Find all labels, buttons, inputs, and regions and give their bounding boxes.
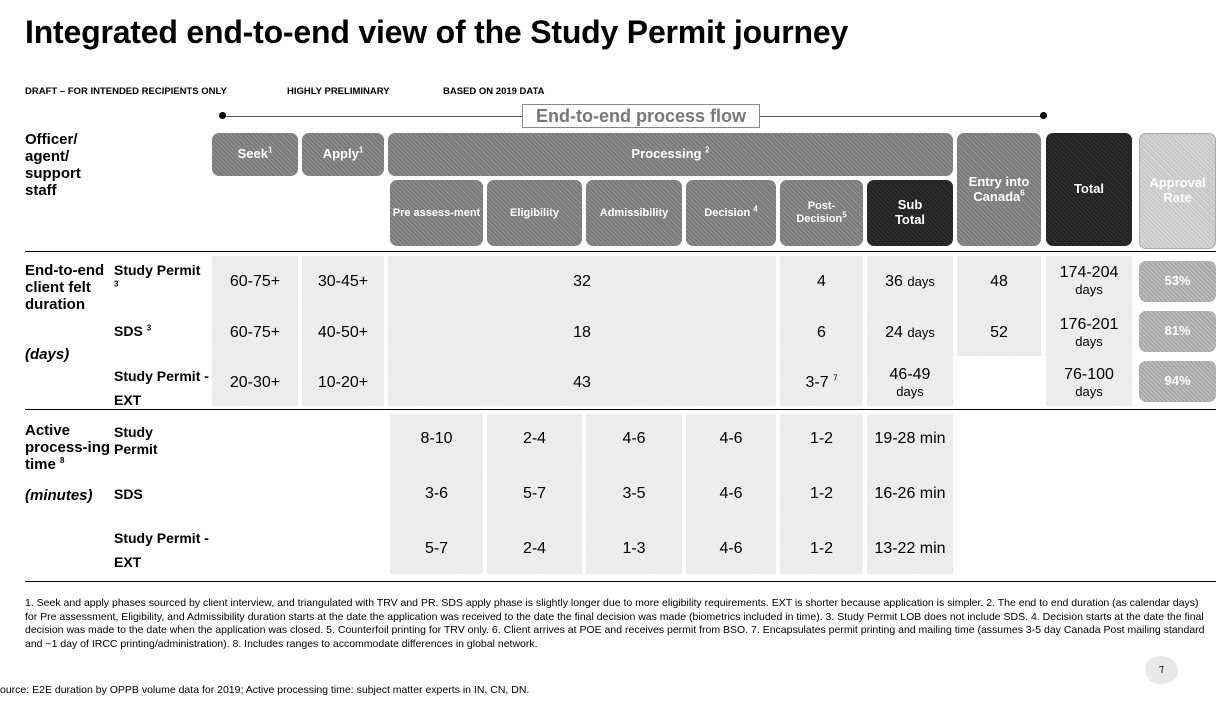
- table-cell: 48: [990, 273, 1008, 290]
- sub-total-header: Sub Total: [867, 180, 953, 246]
- source-note: ource: E2E duration by OPPB volume data for 2019; Active processing time: subject matter experts in IN, CN, DN.: [0, 684, 530, 696]
- section1-row-sds-label: SDS $^3$: [114, 323, 152, 339]
- table-cell: 13-22 min: [874, 540, 946, 557]
- divider-middle: [25, 409, 1216, 410]
- table-cell: 43: [573, 374, 591, 391]
- table-cell: 76-100 days: [1064, 366, 1114, 399]
- table-cell: 4: [817, 273, 826, 290]
- table-cell: 16-26 min: [874, 485, 946, 502]
- table-cell: 8-10: [420, 430, 453, 447]
- admissibility-header: Admissibility: [586, 180, 682, 246]
- page-title: Integrated end-to-end view of the Study Permit journey: [25, 14, 849, 50]
- table-cell: 176-201 days: [1059, 316, 1119, 349]
- section2-row-ext-label: Study Permit - EXT: [114, 530, 209, 570]
- table-cell: 1-2: [809, 540, 834, 557]
- processing-header: Processing $^2$: [388, 133, 953, 176]
- flow-start-dot: [219, 112, 226, 119]
- entry-into-canada-header: Entry into Canada$^6$: [957, 133, 1041, 246]
- section1-row-ext-label: Study Permit - EXT: [114, 368, 209, 408]
- table-cell: 4-6: [719, 430, 743, 447]
- table-cell: 2-4: [522, 540, 547, 557]
- draft-tag: DRAFT – FOR INTENDED RECIPIENTS ONLY: [25, 86, 227, 97]
- table-cell: 1-2: [809, 430, 834, 447]
- table-cell: 1-2: [809, 485, 834, 502]
- table-cell: 30-45+: [317, 273, 369, 290]
- section1-label: End-to-end client felt duration: [25, 262, 105, 313]
- corner-label: Officer/ agent/ support staff: [25, 131, 81, 199]
- divider-top: [25, 251, 1216, 252]
- page-number: 7: [1143, 653, 1180, 687]
- table-cell: 60-75+: [229, 324, 281, 341]
- eligibility-header: Eligibility: [487, 180, 582, 246]
- section2-row-study-permit-label: Study Permit: [114, 424, 158, 457]
- table-cell: 5-7: [522, 485, 547, 502]
- table-cell: 4-6: [719, 540, 743, 557]
- divider-bottom: [25, 581, 1216, 582]
- table-cell: 18: [573, 324, 591, 341]
- flow-end-dot: [1040, 112, 1047, 119]
- table-cell: 4-6: [622, 430, 646, 447]
- table-cell: 3-5: [622, 485, 646, 502]
- table-cell: 40-50+: [317, 324, 369, 341]
- approval-rate-header: Approval Rate: [1139, 133, 1216, 249]
- table-cell: 3-7 $^7$: [805, 373, 838, 391]
- table-cell: 5-7: [424, 540, 449, 557]
- pre-assessment-header: Pre assess-ment: [390, 180, 483, 246]
- footnotes: 1. Seek and apply phases sourced by client interview, and triangulated with TRV and PR. SDS apply phase is slightly longer due to more eligibility requirements. EXT is shorter because application is simpler. 2. The end to end duration (as calendar days) for Pre assessment, Eligibility, and Admissibility duration starts at the date the application was received to the date the final decision was made (biometrics included in time). 3. Study Permit LOB does not include SDS. 4. Decision starts at the date the final decision was made to the date when the application was closed. 5. Counterfoil printing for TRV only. 6. Client arrives at POE and receives permit from BSO. 7. Encapsulates permit printing and mailing time (assumes 3-5 day Canada Post mailing standard and ~1 day of IRCC printing/administration). 8. Includes ranges to accommodate differences in global network.: [25, 597, 1205, 650]
- table-cell: 32: [573, 273, 591, 290]
- section1-row-study-permit-label: Study Permit $^3$: [114, 262, 201, 289]
- section2-label: Active process-ing time $^8$: [25, 422, 111, 473]
- table-cell: 36 days: [885, 273, 935, 290]
- data-year-tag: BASED ON 2019 DATA: [443, 86, 545, 97]
- table-cell: 4-6: [719, 485, 743, 502]
- table-cell: 60-75+: [229, 273, 281, 290]
- table-cell: 46-49 days: [889, 366, 931, 399]
- table-cell: 6: [817, 324, 826, 341]
- table-cell: 174-204 days: [1059, 264, 1119, 297]
- total-header: Total: [1046, 133, 1132, 246]
- apply-header: Apply$^1$: [302, 133, 384, 176]
- table-cell: 2-4: [522, 430, 547, 447]
- approval-rate-badge: 94%: [1139, 361, 1216, 402]
- table-cell: 1-3: [622, 540, 646, 557]
- section2-unit: (minutes): [25, 487, 93, 504]
- preliminary-tag: HIGHLY PRELIMINARY: [287, 86, 390, 97]
- decision-header: Decision $^4$: [686, 180, 776, 246]
- approval-rate-badge: 53%: [1139, 261, 1216, 302]
- table-cell: 20-30+: [229, 374, 281, 391]
- table-cell: 24 days: [885, 324, 935, 341]
- seek-header: Seek$^1$: [212, 133, 298, 176]
- table-cell: 10-20+: [317, 374, 369, 391]
- process-flow-label: End-to-end process flow: [522, 104, 760, 128]
- table-cell: 19-28 min: [874, 430, 946, 447]
- table-cell: 52: [990, 324, 1008, 341]
- section1-unit: (days): [25, 346, 70, 363]
- approval-rate-badge: 81%: [1139, 311, 1216, 352]
- post-decision-header: Post-Decision$^5$: [780, 180, 863, 246]
- table-cell: 3-6: [424, 485, 449, 502]
- section2-row-sds-label: SDS: [114, 486, 143, 502]
